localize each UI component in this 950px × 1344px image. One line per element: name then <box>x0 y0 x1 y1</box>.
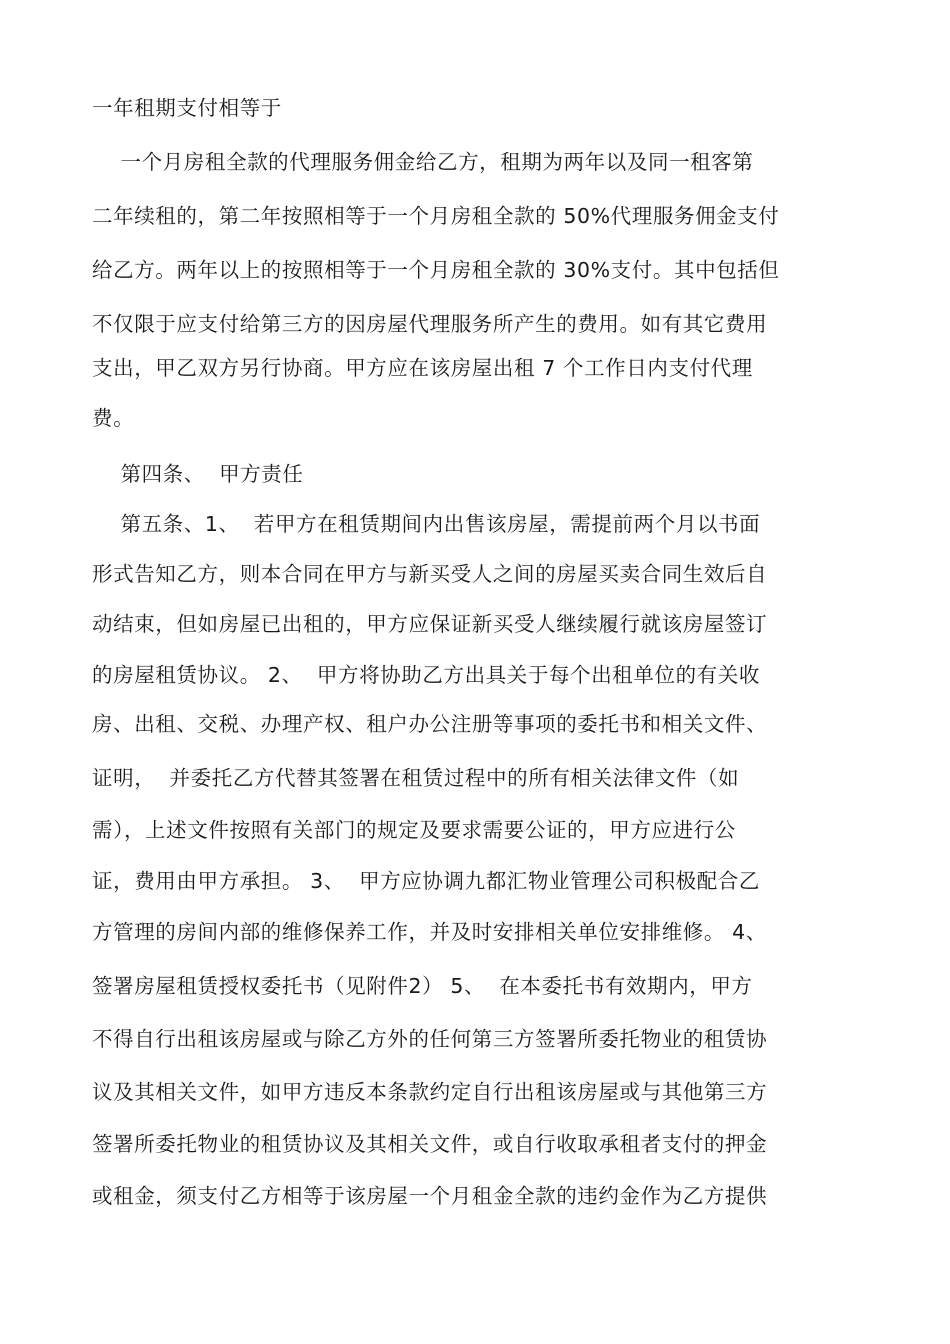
text-line: 证，费用由甲方承担。 3、 甲方应协调九都汇物业管理公司积极配合乙 <box>92 869 760 893</box>
text-line: 或租金，须支付乙方相等于该房屋一个月租金全款的违约金作为乙方提供 <box>92 1184 768 1208</box>
text-line: 房、出租、交税、办理产权、租户办公注册等事项的委托书和相关文件、 <box>92 712 768 736</box>
text-line: 方管理的房间内部的维修保养工作，并及时安排相关单位安排维修。 4、 <box>92 920 767 944</box>
text-line: 动结束，但如房屋已出租的，甲方应保证新买受人继续履行就该房屋签订 <box>92 612 768 636</box>
text-line: 二年续租的，第二年按照相等于一个月房租全款的 50%代理服务佣金支付 <box>92 204 780 228</box>
section-heading: 第四条、 甲方责任 <box>92 462 304 486</box>
text-line: 签署房屋租赁授权委托书（见附件2） 5、 在本委托书有效期内，甲方 <box>92 974 753 998</box>
text-line: 的房屋租赁协议。 2、 甲方将协助乙方出具关于每个出租单位的有关收 <box>92 663 760 687</box>
text-line: 给乙方。两年以上的按照相等于一个月房租全款的 30%支付。其中包括但 <box>92 258 780 282</box>
text-line: 费。 <box>92 406 135 430</box>
text-line: 第五条、1、 若甲方在租赁期间内出售该房屋，需提前两个月以书面 <box>92 512 761 536</box>
text-line: 签署所委托物业的租赁协议及其相关文件，或自行收取承租者支付的押金 <box>92 1132 768 1156</box>
text-line: 议及其相关文件，如甲方违反本条款约定自行出租该房屋或与其他第三方 <box>92 1080 768 1104</box>
text-line: 支出，甲乙双方另行协商。甲方应在该房屋出租 7 个工作日内支付代理 <box>92 356 753 380</box>
text-line: 形式告知乙方，则本合同在甲方与新买受人之间的房屋买卖合同生效后自 <box>92 562 768 586</box>
text-line: 一年租期支付相等于 <box>92 96 282 120</box>
text-line: 需），上述文件按照有关部门的规定及要求需要公证的，甲方应进行公 <box>92 818 736 842</box>
text-line: 不得自行出租该房屋或与除乙方外的任何第三方签署所委托物业的租赁协 <box>92 1027 768 1051</box>
text-line: 一个月房租全款的代理服务佣金给乙方，租期为两年以及同一租客第 <box>92 150 754 174</box>
text-line: 证明， 并委托乙方代替其签署在租赁过程中的所有相关法律文件（如 <box>92 766 740 790</box>
text-line: 不仅限于应支付给第三方的因房屋代理服务所产生的费用。如有其它费用 <box>92 312 768 336</box>
